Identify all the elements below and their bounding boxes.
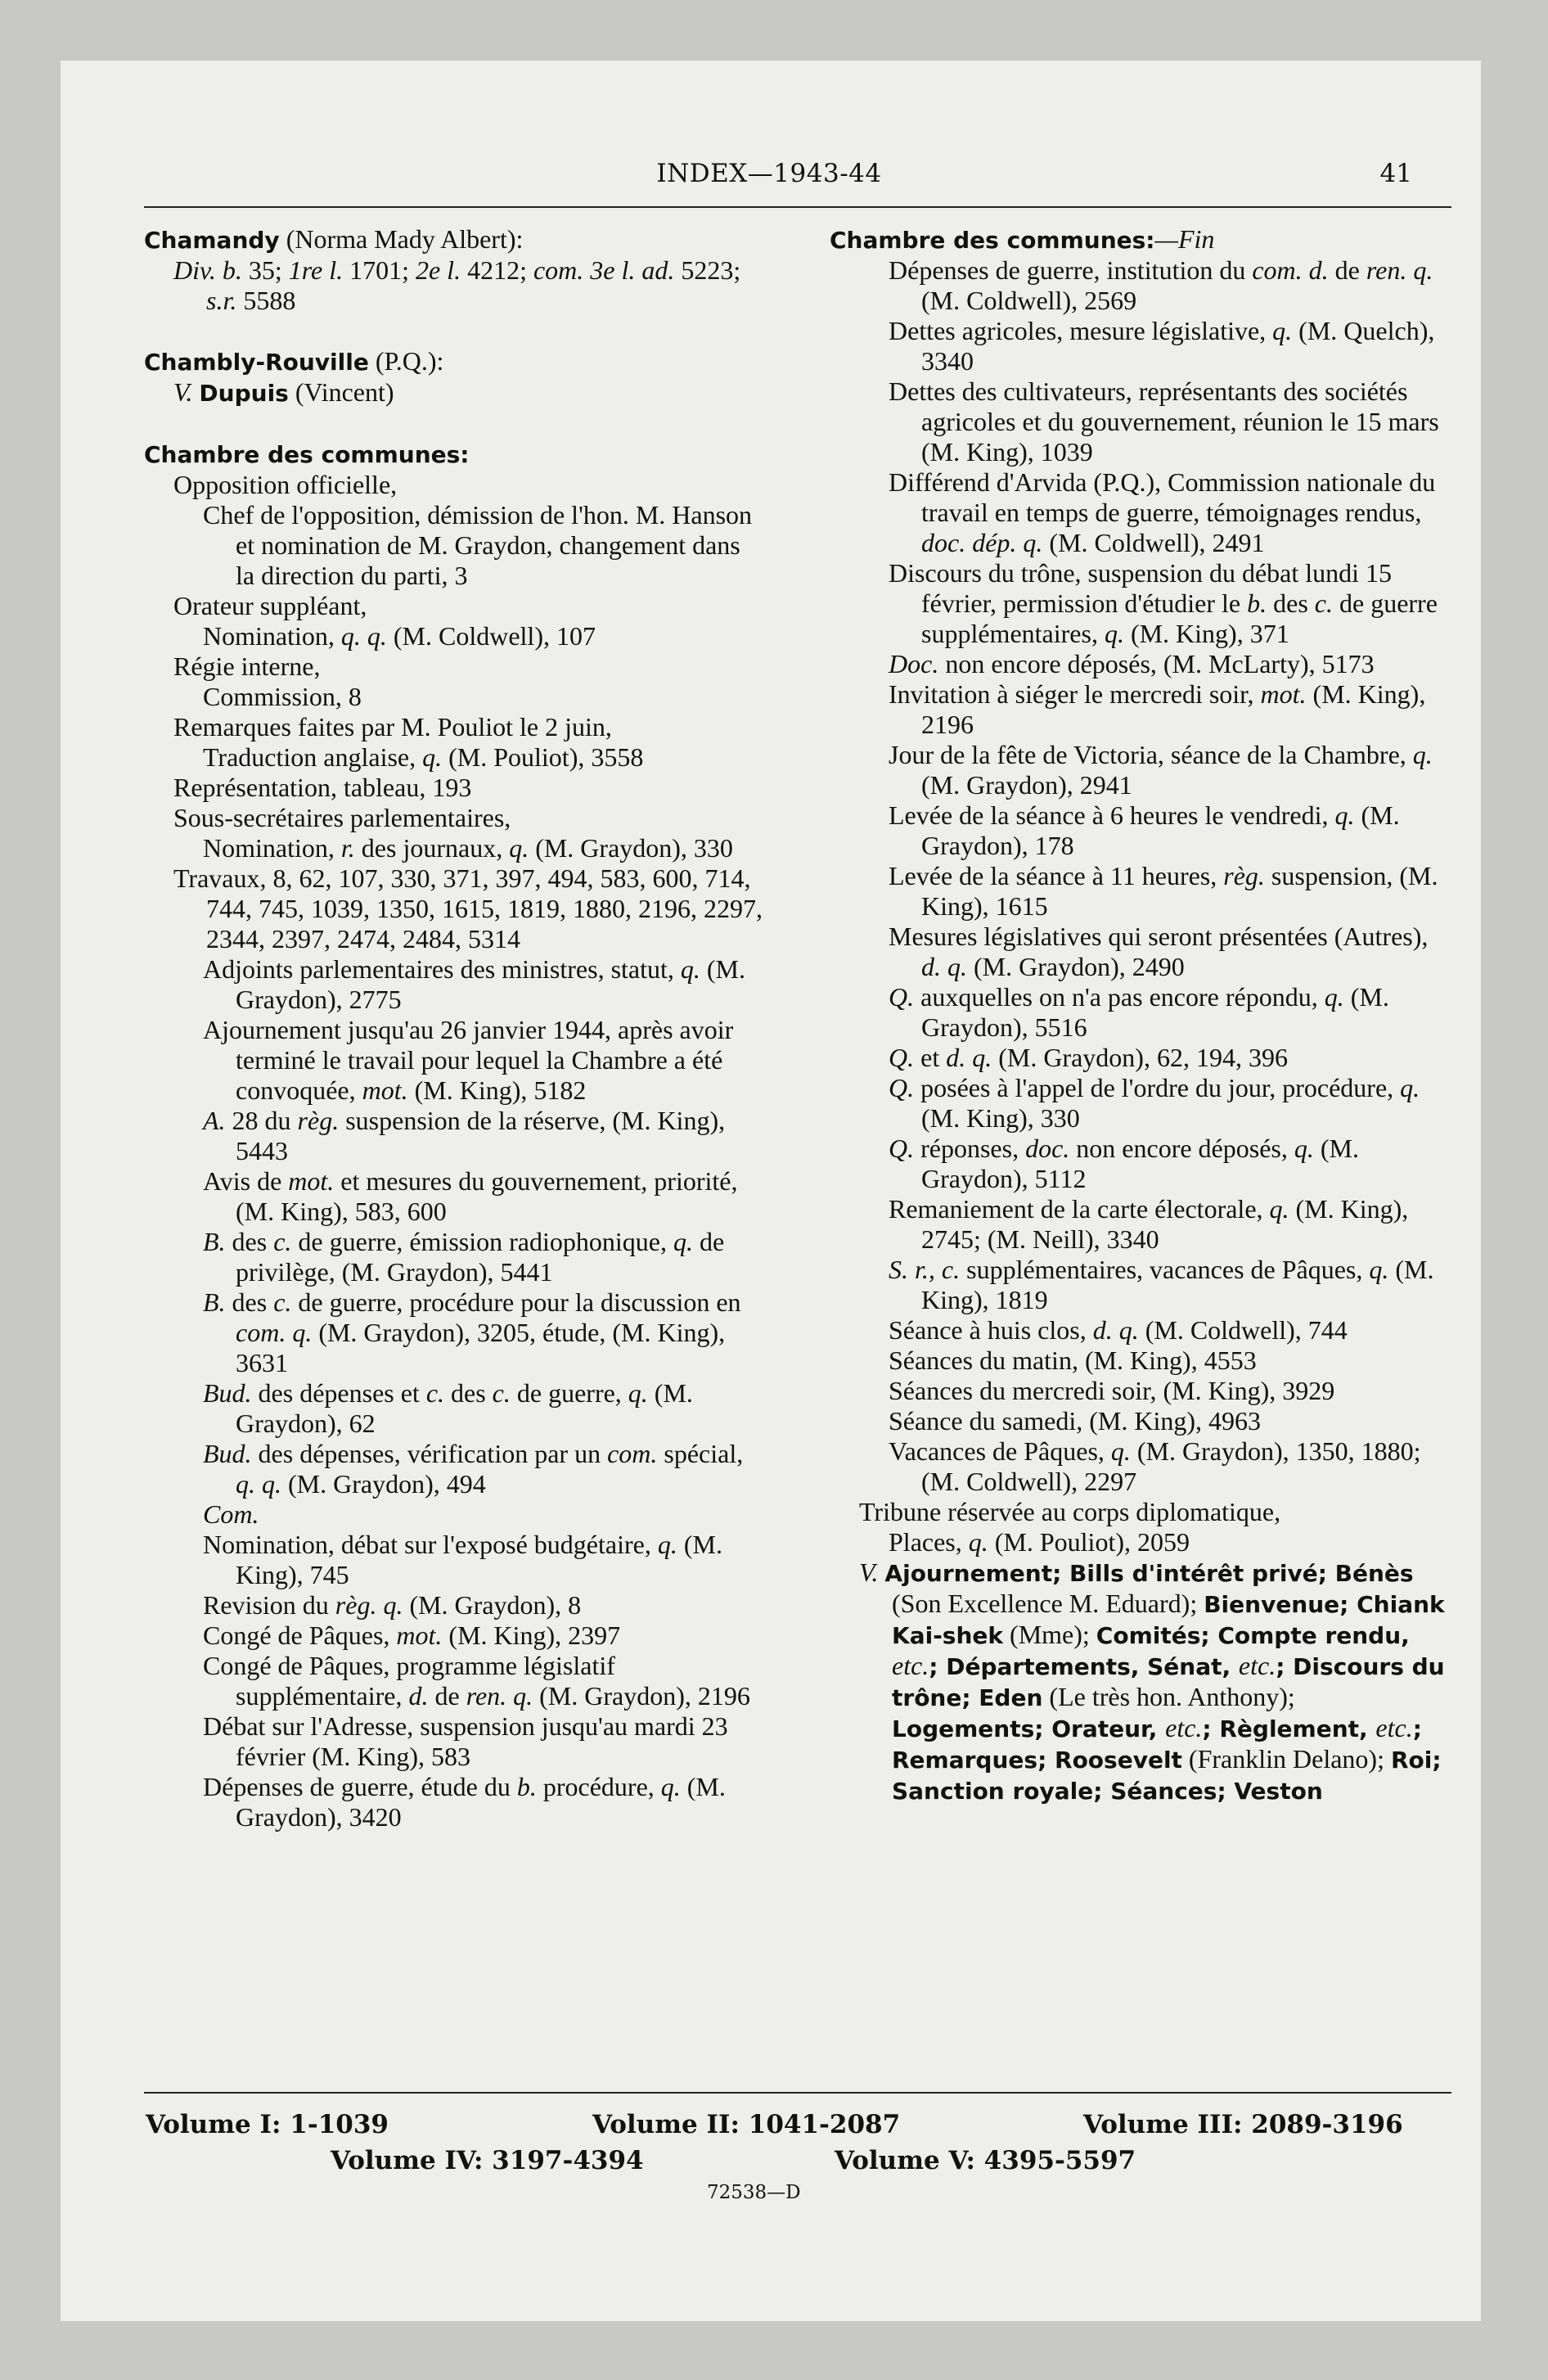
entry-text: de (1328, 255, 1366, 285)
entry-text: Nomination, (203, 621, 341, 651)
entry-text: Travaux, 8, 62, 107, 330, 371, 397, 494, 583, 600, 714, 744, 745, 1039, 1350, 1615, 1819, 1880, 2196, 2297, 2344, 2397, 2474, 2484, 5314 (173, 863, 763, 953)
entry-text: Levée de la séance à 6 heures le vendredi, (889, 800, 1335, 830)
entry-text: Orateur suppléant, (173, 591, 367, 620)
abbreviation: Doc. (889, 649, 939, 678)
index-entry (144, 712, 763, 742)
index-entry (830, 316, 1451, 376)
entry-text: (M. Graydon), 3205, étude, (M. King), 3631 (236, 1318, 726, 1377)
abbreviation: règ. q. (335, 1590, 403, 1620)
index-entry (830, 1436, 1451, 1497)
entry-text: suspension de la réserve, (M. King), 5443 (236, 1106, 726, 1165)
abbreviation: Com. (203, 1499, 259, 1529)
right-column (830, 224, 1451, 1806)
entry-text: (M. Coldwell), 2569 (921, 286, 1137, 315)
index-entry (144, 1015, 763, 1106)
entry-text: Chef de l'opposition, démission de l'hon. M. Hanson et nomination de M. Graydon, changement dans la direction du parti, 3 (203, 500, 753, 590)
abbreviation: Bud. (203, 1378, 252, 1408)
entry-text: 5223; (674, 255, 741, 285)
entry-text: Remarques faites par M. Pouliot le 2 juin, (173, 712, 612, 741)
abbreviation: com. (607, 1439, 658, 1468)
entry-text: (M. King), 2745; (M. Neill), 3340 (921, 1194, 1409, 1254)
index-entry (144, 742, 763, 773)
abbreviation: mot. (288, 1166, 335, 1196)
abbreviation: d. q. (1092, 1315, 1139, 1345)
volume-3: Volume III: 2089-3196 (1083, 2110, 1403, 2139)
index-entry (144, 1620, 763, 1651)
entry-text: de privilège, (M. Graydon), 5441 (236, 1227, 725, 1287)
abbreviation: com. d. (1252, 255, 1329, 285)
cross-reference: Dupuis (199, 380, 289, 407)
entry-text: de guerre, émission radiophonique, (291, 1227, 673, 1256)
entry-text: Tribune réservée au corps diplomatique, (859, 1497, 1281, 1526)
index-entry (830, 1527, 1451, 1557)
index-entry (830, 1315, 1451, 1346)
cross-reference: Comités; Compte rendu, (1096, 1622, 1410, 1649)
entry-text: Remaniement de la carte électorale, (889, 1194, 1270, 1224)
entry-text: Dettes agricoles, mesure législative, (889, 316, 1273, 345)
abbreviation: d. (408, 1681, 429, 1711)
index-entry (830, 1134, 1451, 1194)
heading-term: Chambre des communes: (144, 441, 470, 468)
abbreviation: c. (1314, 588, 1333, 618)
abbreviation: etc. (1375, 1713, 1413, 1742)
cross-reference: Ajournement; Bills d'intérêt privé; Bénès (884, 1560, 1414, 1587)
entry-text: (Franklin Delano); (1181, 1744, 1391, 1774)
abbreviation: V. (859, 1557, 879, 1587)
entry-text: réponses, (914, 1134, 1026, 1163)
entry-text: des (1267, 588, 1315, 618)
entry-text: de (428, 1681, 466, 1711)
entry-text: de guerre supplémentaires, (921, 588, 1438, 648)
index-entry (144, 1227, 763, 1287)
index-heading (144, 224, 763, 255)
cross-reference: ; Remarques; Roosevelt (892, 1715, 1422, 1774)
entry-text: (Son Excellence M. Eduard); (892, 1589, 1204, 1618)
entry-text: Congé de Pâques, (203, 1620, 397, 1650)
entry-text: (M. Graydon), 2941 (921, 770, 1132, 800)
abbreviation: q. (1104, 619, 1124, 648)
index-entry (830, 467, 1451, 558)
page-header-title: INDEX—1943-44 (656, 159, 882, 188)
abbreviation: Q. (889, 1073, 915, 1102)
abbreviation: q. (1412, 740, 1433, 769)
abbreviation: B. (203, 1287, 226, 1317)
index-entry (144, 1530, 763, 1590)
index-entry (144, 500, 763, 591)
entry-text: (M. King), 371 (1123, 619, 1289, 648)
index-entry (830, 679, 1451, 740)
entry-text: non encore déposés, (M. McLarty), 5173 (938, 649, 1375, 678)
entry-text: Traduction anglaise, (203, 742, 423, 772)
entry-text: Commission, 8 (203, 682, 362, 711)
entry-text: des (225, 1287, 274, 1317)
entry-text: (M. Graydon), 5112 (921, 1134, 1359, 1193)
abbreviation: Q. (889, 1134, 915, 1163)
index-entry (144, 803, 763, 833)
abbreviation: q. (1369, 1255, 1389, 1284)
entry-text: (M. Pouliot), 2059 (988, 1527, 1190, 1557)
abbreviation: c. (425, 1378, 445, 1408)
index-entry (830, 649, 1451, 679)
abbreviation: q. (657, 1530, 677, 1559)
spacer (144, 408, 763, 439)
entry-text: Régie interne, (173, 651, 321, 681)
entry-text: (M. Pouliot), 3558 (442, 742, 644, 772)
volume-5: Volume V: 4395-5597 (835, 2146, 1136, 2175)
entry-text: Séances du mercredi soir, (M. King), 3929 (889, 1376, 1335, 1405)
entry-text: de guerre, (510, 1378, 628, 1408)
entry-text: Jour de la fête de Victoria, séance de la Chambre, (889, 740, 1413, 769)
entry-text: (M. Coldwell), 2491 (1042, 528, 1265, 557)
entry-text: et mesures du gouvernement, priorité, (M. King), 583, 600 (236, 1166, 738, 1226)
cross-reference: Roi; Sanction royale; Séances; Veston (892, 1747, 1442, 1805)
entry-text: (M. Graydon), 2775 (236, 954, 745, 1014)
entry-text: spécial, (657, 1439, 744, 1468)
abbreviation: q. (680, 954, 700, 984)
cross-reference: ; Discours du trône; Eden (892, 1653, 1445, 1711)
entry-text: suspension, (M. King), 1615 (921, 861, 1438, 921)
spacer (144, 316, 763, 346)
entry-text: (M. King), 745 (236, 1530, 722, 1589)
abbreviation: Bud. (203, 1439, 252, 1468)
entry-text: Séance à huis clos, (889, 1315, 1093, 1345)
abbreviation: q. q. (340, 621, 387, 651)
entry-text: Congé de Pâques, programme législatif supplémentaire, (203, 1651, 615, 1711)
abbreviation: b. (1247, 588, 1267, 618)
abbreviation: etc. (1238, 1651, 1276, 1680)
entry-text: Discours du trône, suspension du débat lundi 15 février, permission d'étudier le (889, 558, 1393, 618)
index-entry (830, 1497, 1451, 1527)
index-entry (144, 591, 763, 621)
page-number: 41 (1379, 159, 1412, 188)
abbreviation: r. (340, 833, 355, 863)
entry-text: 35; (241, 255, 289, 285)
volume-1: Volume I: 1-1039 (146, 2110, 389, 2139)
abbreviation: ren. q. (1366, 255, 1433, 285)
index-entry (830, 982, 1451, 1043)
entry-text: non encore déposés, (1069, 1134, 1294, 1163)
index-entry (830, 740, 1451, 800)
abbreviation: com. 3e l. ad. (533, 255, 675, 285)
header-rule (144, 206, 1451, 208)
entry-text: auxquelles on n'a pas encore répondu, (914, 982, 1325, 1012)
entry-text: Invitation à siéger le mercredi soir, (889, 679, 1261, 709)
entry-text: (M. King), 1819 (921, 1255, 1434, 1314)
abbreviation: B. (203, 1227, 226, 1256)
abbreviation: q. (1272, 316, 1293, 345)
index-entry (144, 773, 763, 803)
abbreviation: c. (492, 1378, 511, 1408)
abbreviation: q. (509, 833, 529, 863)
index-entry (144, 470, 763, 500)
abbreviation: etc. (1165, 1713, 1203, 1742)
entry-text: (Vincent) (288, 377, 394, 407)
entry-text: Ajournement jusqu'au 26 janvier 1944, après avoir terminé le travail pour lequel la Chambre a été convoquée, (203, 1015, 734, 1105)
index-entry (830, 1073, 1451, 1134)
entry-text: (M. Graydon), 3420 (236, 1772, 726, 1832)
index-entry (144, 682, 763, 712)
index-entry (144, 1772, 763, 1832)
index-entry (144, 621, 763, 651)
entry-text: Dépenses de guerre, institution du (889, 255, 1253, 285)
entry-text: (M. Graydon), 2196 (533, 1681, 750, 1711)
index-page (61, 61, 1481, 2321)
index-entry (144, 1166, 763, 1227)
entry-text: (M. Graydon), 62 (236, 1378, 693, 1438)
entry-text: Représentation, tableau, 193 (173, 773, 472, 802)
index-heading (830, 224, 1451, 255)
index-entry (830, 1376, 1451, 1406)
abbreviation: 2e l. (415, 255, 461, 285)
index-entry (144, 377, 763, 408)
entry-text: 5588 (236, 286, 296, 315)
index-entry (830, 255, 1451, 316)
abbreviation: Div. b. (173, 255, 242, 285)
abbreviation: q. (1400, 1073, 1420, 1102)
entry-text: Dépenses de guerre, étude du (203, 1772, 517, 1801)
index-entry (830, 1557, 1451, 1806)
index-entry (830, 922, 1451, 982)
abbreviation: q. (422, 742, 443, 772)
entry-text: de guerre, procédure pour la discussion en (291, 1287, 741, 1317)
entry-text: des (444, 1378, 493, 1408)
abbreviation: q. (660, 1772, 681, 1801)
entry-text: 28 du (225, 1106, 298, 1135)
abbreviation: q. (628, 1378, 648, 1408)
cross-reference: Logements; Orateur, (892, 1715, 1166, 1742)
entry-text: 4212; (461, 255, 533, 285)
index-entry (830, 558, 1451, 649)
index-entry (144, 255, 763, 316)
entry-text: (M. King), 2397 (442, 1620, 621, 1650)
abbreviation: mot. (362, 1075, 408, 1105)
abbreviation: doc. dép. q. (921, 528, 1043, 557)
entry-text: Nomination, débat sur l'exposé budgétaire, (203, 1530, 658, 1559)
entry-text: des journaux, (354, 833, 510, 863)
index-entry (830, 376, 1451, 467)
abbreviation: mot. (1260, 679, 1307, 709)
cross-reference: ; Départements, Sénat, (929, 1653, 1239, 1680)
abbreviation: q. (673, 1227, 693, 1256)
volume-2: Volume II: 1041-2087 (592, 2110, 901, 2139)
index-entry (830, 1255, 1451, 1315)
abbreviation: mot. (396, 1620, 443, 1650)
entry-text: Séances du matin, (M. King), 4553 (889, 1346, 1257, 1375)
index-heading (144, 346, 763, 377)
index-heading (144, 439, 763, 470)
abbreviation: doc. (1025, 1134, 1070, 1163)
entry-text: Places, (889, 1527, 969, 1557)
index-entry (144, 1499, 763, 1530)
abbreviation: V. (173, 377, 193, 407)
entry-text: Nomination, (203, 833, 341, 863)
entry-text: Différend d'Arvida (P.Q.), Commission nationale du travail en temps de guerre, témoignages rendus, (889, 467, 1436, 527)
print-code: 72538—D (707, 2182, 801, 2203)
index-entry (830, 1406, 1451, 1436)
abbreviation: 1re l. (288, 255, 344, 285)
index-entry (144, 1378, 763, 1439)
index-entry (144, 1439, 763, 1499)
entry-text: procédure, (536, 1772, 661, 1801)
entry-text: supplémentaires, vacances de Pâques, (960, 1255, 1370, 1284)
entry-text: (M. King), 330 (921, 1103, 1080, 1133)
entry-text: Sous-secrétaires parlementaires, (173, 803, 511, 832)
entry-text: (M. Graydon), 2490 (967, 952, 1185, 981)
index-entry (830, 1043, 1451, 1073)
entry-text: posées à l'appel de l'ordre du jour, procédure, (914, 1073, 1401, 1102)
abbreviation: q. (968, 1527, 988, 1557)
index-entry (144, 1711, 763, 1772)
index-entry (830, 800, 1451, 861)
index-entry (144, 863, 763, 954)
entry-text: Opposition officielle, (173, 470, 398, 499)
entry-text: (M. Quelch), 3340 (921, 316, 1435, 376)
entry-text: (M. Coldwell), 107 (386, 621, 596, 651)
entry-text: (Mme); (1003, 1620, 1096, 1649)
entry-text: (M. Graydon), 494 (281, 1469, 486, 1499)
index-entry (830, 1346, 1451, 1376)
abbreviation: q. (1324, 982, 1344, 1012)
abbreviation: règ. (1223, 861, 1265, 890)
entry-text: (M. Graydon), 330 (529, 833, 733, 863)
abbreviation: q. (1294, 1134, 1314, 1163)
heading-continued: —Fin (1154, 224, 1215, 254)
entry-text: Levée de la séance à 11 heures, (889, 861, 1224, 890)
index-entry (144, 1106, 763, 1166)
abbreviation: etc. (892, 1651, 929, 1680)
entry-text: Mesures législatives qui seront présentées (Autres), (889, 922, 1429, 951)
abbreviation: q. (1334, 800, 1355, 830)
index-entry (144, 1287, 763, 1378)
entry-text: (M. Coldwell), 744 (1138, 1315, 1348, 1345)
index-entry (144, 651, 763, 682)
entry-text: (M. Graydon), 62, 194, 396 (992, 1043, 1288, 1072)
index-entry (830, 1194, 1451, 1255)
entry-text: Vacances de Pâques, (889, 1436, 1111, 1466)
entry-text: des dépenses et (251, 1378, 426, 1408)
entry-text: (M. King), 2196 (921, 679, 1426, 739)
heading-term: Chambre des communes: (830, 227, 1155, 254)
abbreviation: ren. q. (466, 1681, 533, 1711)
index-entry (144, 1651, 763, 1711)
entry-text: (M. Graydon), 8 (403, 1590, 582, 1620)
entry-text: (M. King), 5182 (407, 1075, 587, 1105)
index-entry (144, 954, 763, 1015)
cross-reference: ; Règlement, (1202, 1715, 1376, 1742)
footer-rule (144, 2092, 1451, 2094)
entry-text: Adjoints parlementaires des ministres, statut, (203, 954, 681, 984)
heading-term: Chambly-Rouville (144, 349, 369, 376)
abbreviation: Q. (889, 1043, 915, 1072)
abbreviation: b. (516, 1772, 537, 1801)
abbreviation: S. r., c. (889, 1255, 961, 1284)
abbreviation: com. q. (236, 1318, 313, 1347)
entry-text: Séance du samedi, (M. King), 4963 (889, 1406, 1262, 1436)
abbreviation: q. (1269, 1194, 1289, 1224)
heading-suffix: (Norma Mady Albert): (279, 224, 524, 254)
abbreviation: Q. (889, 982, 915, 1012)
entry-text: Débat sur l'Adresse, suspension jusqu'au mardi 23 février (M. King), 583 (203, 1711, 728, 1771)
abbreviation: d. q. (921, 952, 967, 981)
heading-term: Chamandy (144, 227, 280, 254)
entry-text: 1701; (343, 255, 416, 285)
entry-text: des dépenses, vérification par un (251, 1439, 608, 1468)
entry-text: (M. Graydon), 178 (921, 800, 1400, 860)
abbreviation: s.r. (206, 286, 237, 315)
abbreviation: A. (203, 1106, 226, 1135)
abbreviation: d. q. (946, 1043, 992, 1072)
left-column (144, 224, 763, 1832)
abbreviation: q. (1110, 1436, 1131, 1466)
entry-text: des (225, 1227, 274, 1256)
cross-reference: Bienvenue; Chiank Kai-shek (892, 1591, 1445, 1649)
entry-text: Revision du (203, 1590, 335, 1620)
index-entry (144, 833, 763, 863)
entry-text: (M. Graydon), 5516 (921, 982, 1389, 1042)
index-entry (830, 861, 1451, 922)
heading-suffix: (P.Q.): (368, 346, 444, 376)
volume-4: Volume IV: 3197-4394 (331, 2146, 644, 2175)
entry-text: Dettes des cultivateurs, représentants des sociétés agricoles et du gouvernement, réunion le 15 mars (M. King), 1039 (889, 376, 1439, 467)
abbreviation: c. (273, 1287, 292, 1317)
entry-text: (Le très hon. Anthony); (1042, 1682, 1295, 1711)
index-entry (144, 1590, 763, 1620)
abbreviation: c. (273, 1227, 292, 1256)
abbreviation: q. q. (236, 1469, 281, 1499)
entry-text: et (914, 1043, 947, 1072)
entry-text: Avis de (203, 1166, 289, 1196)
entry-text: (M. Graydon), 1350, 1880; (M. Coldwell), 2297 (921, 1436, 1421, 1496)
abbreviation: règ. (297, 1106, 340, 1135)
